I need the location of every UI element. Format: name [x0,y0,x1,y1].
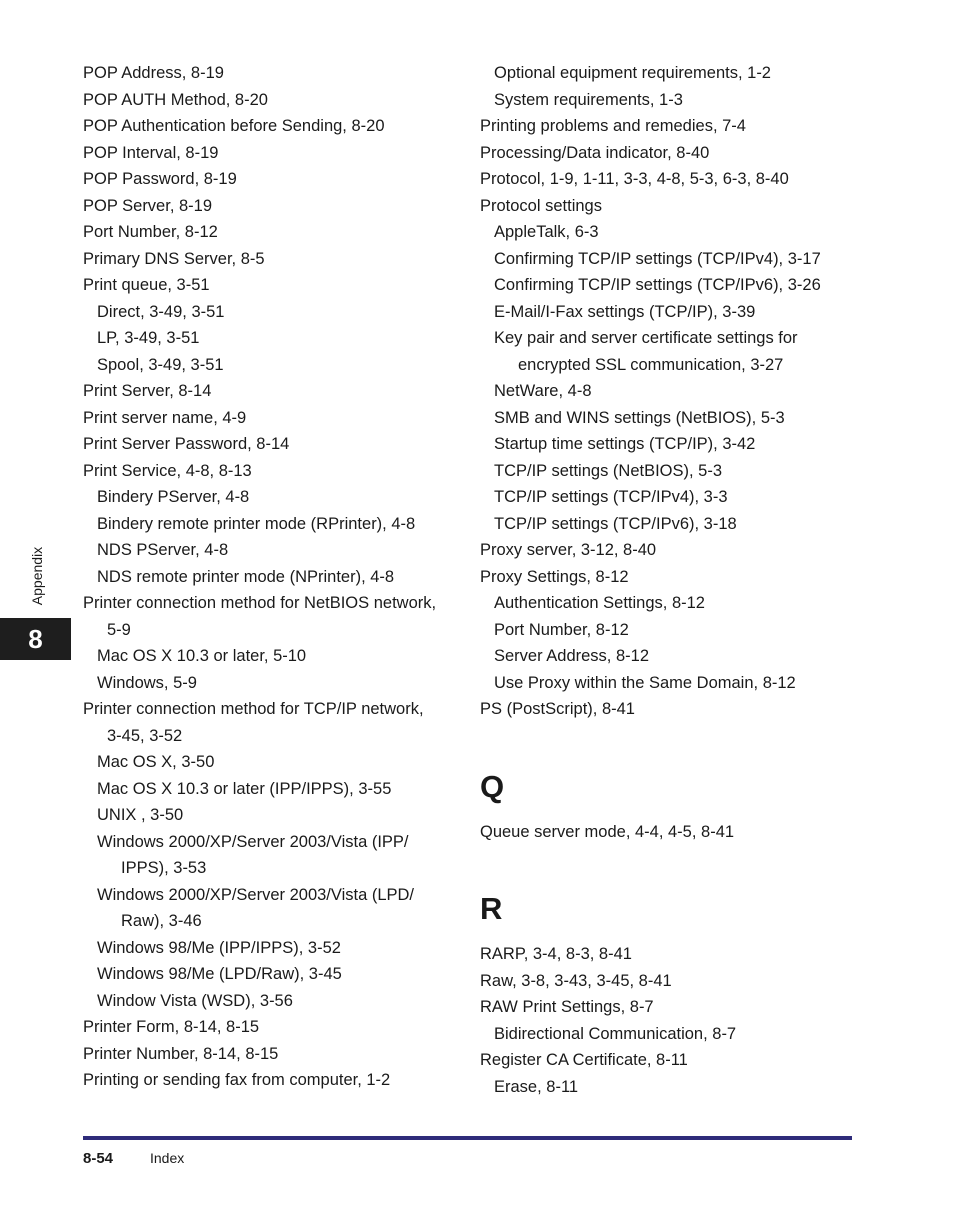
index-entry: Server Address, 8-12 [494,647,649,665]
index-entry: Print server name, 4-9 [83,408,247,427]
index-entry: Raw), 3-46 [121,912,202,930]
index-entry: Authentication Settings, 8-12 [494,594,705,612]
index-entry: Windows 98/Me (LPD/Raw), 3-45 [97,965,342,983]
index-entry: Proxy Settings, 8-12 [480,567,629,586]
index-entry: UNIX , 3-50 [97,806,184,824]
index-entry: Register CA Certificate, 8-11 [480,1051,688,1069]
index-entry: POP Address, 8-19 [83,64,224,82]
index-entry: Optional equipment requirements, 1-2 [494,64,771,82]
index-entry: Erase, 8-11 [494,1077,579,1096]
index-entry: Windows 2000/XP/Server 2003/Vista (LPD/ [97,885,415,904]
index-entry: POP Authentication before Sending, 8-20 [83,117,385,135]
index-entry: SMB and WINS settings (NetBIOS), 5-3 [494,408,785,427]
index-entry: Port Number, 8-12 [83,223,218,241]
index-letter-heading: R [480,891,503,926]
index-entry: Printer Form, 8-14, 8-15 [83,1018,260,1036]
index-entry: TCP/IP settings (NetBIOS), 5-3 [494,461,723,480]
index-entry: NetWare, 4-8 [494,382,592,400]
index-letter-heading: Q [480,768,505,804]
index-entry: Confirming TCP/IP settings (TCP/IPv4), 3-17 [494,249,821,268]
index-entry: Queue server mode, 4-4, 4-5, 8-41 [480,822,735,841]
index-entry: RARP, 3-4, 8-3, 8-41 [480,945,632,963]
index-entry: Windows 2000/XP/Server 2003/Vista (IPP/ [97,832,409,851]
index-entry: RAW Print Settings, 8-7 [480,998,654,1016]
index-entry: AppleTalk, 6-3 [494,223,599,241]
index-entry: Windows 98/Me (IPP/IPPS), 3-52 [97,938,341,957]
page-number: 8-54 [83,1150,114,1167]
index-entry: TCP/IP settings (TCP/IPv4), 3-3 [494,488,728,506]
index-entry: Bidirectional Communication, 8-7 [494,1024,737,1043]
index-entry: 5-9 [107,620,131,639]
footer-rule [83,1136,852,1140]
index-entry: Print queue, 3-51 [83,276,210,294]
index-entry: 3-45, 3-52 [107,726,183,745]
index-entry: Raw, 3-8, 3-43, 3-45, 8-41 [480,971,672,990]
footer-section-title: Index [150,1150,185,1166]
index-entry: Windows, 5-9 [97,673,197,692]
index-entry: Proxy server, 3-12, 8-40 [480,541,657,559]
index-entry: Printer connection method for NetBIOS network, [83,594,437,612]
section-label: Appendix [29,546,45,606]
index-column-right [480,60,860,1100]
index-entry: LP, 3-49, 3-51 [97,329,200,347]
index-entry: IPPS), 3-53 [121,859,207,877]
index-entry: Print Service, 4-8, 8-13 [83,461,252,480]
index-entry: Print Server, 8-14 [83,382,212,400]
index-entry: POP Server, 8-19 [83,196,213,215]
index-entry: Mac OS X 10.3 or later, 5-10 [97,647,307,665]
index-entry: NDS remote printer mode (NPrinter), 4-8 [97,567,395,586]
chapter-tab: 8 [0,618,71,660]
index-entry: Confirming TCP/IP settings (TCP/IPv6), 3-26 [494,276,821,294]
index-entry: Printing or sending fax from computer, 1-2 [83,1071,391,1089]
index-entry: Key pair and server certificate settings for [494,329,798,347]
index-entry: Spool, 3-49, 3-51 [97,355,224,374]
index-entry: Processing/Data indicator, 8-40 [480,143,710,162]
index-entry: System requirements, 1-3 [494,90,683,109]
index-entry: Printing problems and remedies, 7-4 [480,117,746,135]
index-entry: E-Mail/I-Fax settings (TCP/IP), 3-39 [494,302,756,321]
index-entry: Direct, 3-49, 3-51 [97,302,225,321]
index-entry: Protocol settings [480,196,602,215]
index-entry: Protocol, 1-9, 1-11, 3-3, 4-8, 5-3, 6-3, 8-40 [480,170,789,188]
index-entry: encrypted SSL communication, 3-27 [518,355,784,374]
index-entry: Print Server Password, 8-14 [83,435,290,453]
index-entry: PS (PostScript), 8-41 [480,700,635,718]
index-entry: TCP/IP settings (TCP/IPv6), 3-18 [494,514,737,533]
index-entry: Use Proxy within the Same Domain, 8-12 [494,673,796,692]
index-entry: Startup time settings (TCP/IP), 3-42 [494,435,756,453]
index-entry: Port Number, 8-12 [494,620,629,639]
index-entry: Window Vista (WSD), 3-56 [97,991,293,1010]
index-entry: Printer Number, 8-14, 8-15 [83,1044,279,1063]
index-entry: Mac OS X, 3-50 [97,753,215,771]
index-entry: NDS PServer, 4-8 [97,541,229,559]
index-entry: POP AUTH Method, 8-20 [83,90,268,109]
index-entry: Bindery remote printer mode (RPrinter), 4-8 [97,514,416,533]
index-entry: POP Interval, 8-19 [83,143,219,162]
index-entry: Bindery PServer, 4-8 [97,488,250,506]
index-entry: Primary DNS Server, 8-5 [83,249,265,268]
index-entry: Mac OS X 10.3 or later (IPP/IPPS), 3-55 [97,779,392,798]
index-entry: Printer connection method for TCP/IP network, [83,700,424,718]
index-entry: POP Password, 8-19 [83,170,237,188]
index-column-left [83,60,463,1094]
